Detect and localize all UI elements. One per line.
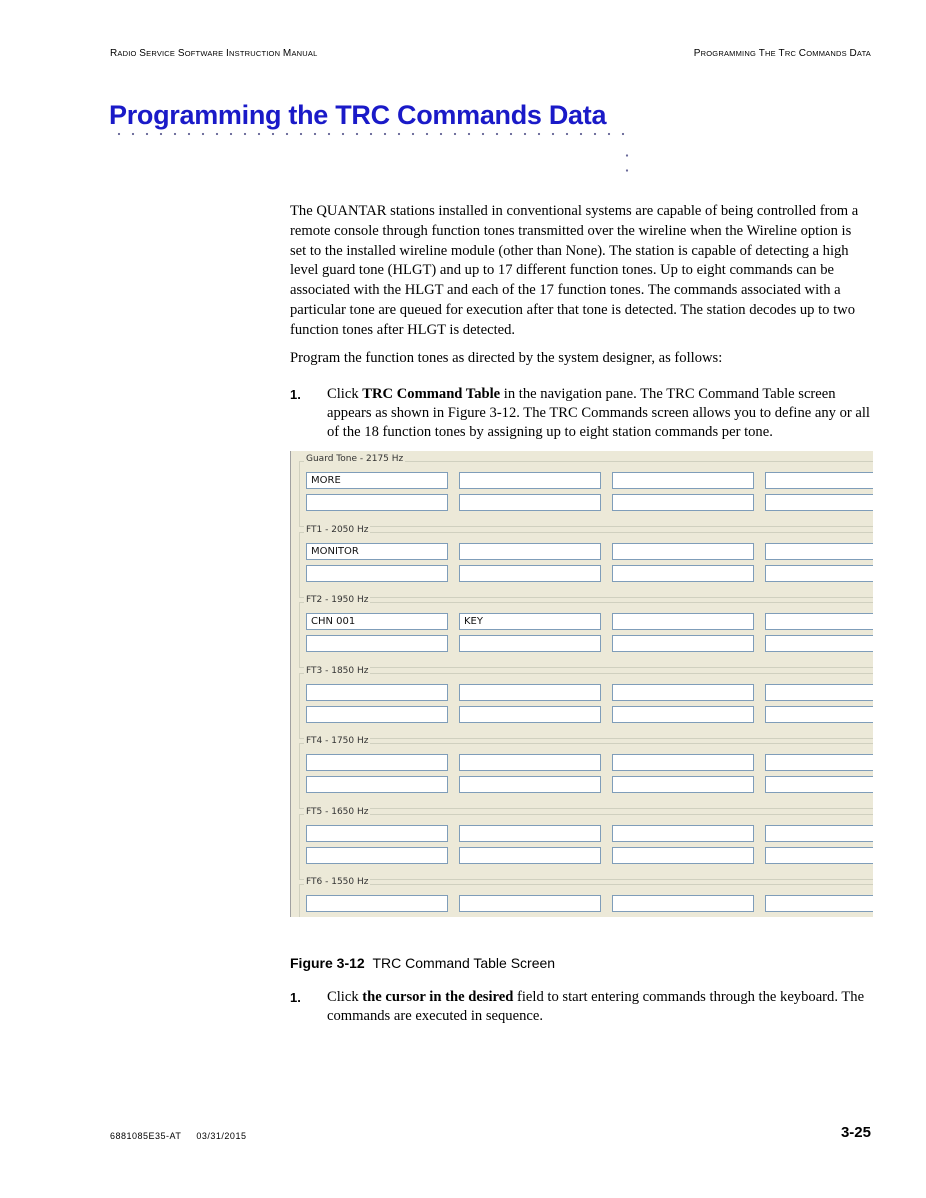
- command-field[interactable]: [765, 494, 873, 511]
- command-field[interactable]: [459, 635, 601, 652]
- title-dotted-rule-vertical: [625, 148, 629, 178]
- command-field[interactable]: [459, 895, 601, 912]
- tone-group-label: FT3 - 1850 Hz: [306, 665, 369, 676]
- command-field[interactable]: [306, 494, 448, 511]
- instruction-paragraph: Program the function tones as directed by the system designer, as follows:: [290, 350, 723, 366]
- page-title: Programming the TRC Commands Data: [109, 100, 607, 130]
- command-field[interactable]: [306, 706, 448, 723]
- command-field[interactable]: MORE: [306, 472, 448, 489]
- running-header-left: [110, 48, 317, 59]
- tone-group-label: FT1 - 2050 Hz: [306, 524, 369, 535]
- step-number: 1.: [290, 990, 301, 1005]
- command-field[interactable]: [765, 635, 873, 652]
- command-field[interactable]: [765, 472, 873, 489]
- command-field[interactable]: [765, 684, 873, 701]
- trc-command-table-screenshot: [290, 451, 873, 917]
- command-field[interactable]: [765, 895, 873, 912]
- step-number: 1.: [290, 387, 301, 402]
- figure-caption: [290, 955, 555, 971]
- command-field[interactable]: [765, 543, 873, 560]
- header-left-text: RADIO SERVICE SOFTWARE INSTRUCTION MANUAL: [110, 48, 318, 59]
- command-field[interactable]: [612, 847, 754, 864]
- command-field[interactable]: [306, 895, 448, 912]
- command-field[interactable]: [612, 472, 754, 489]
- command-field[interactable]: [765, 565, 873, 582]
- command-field[interactable]: [612, 895, 754, 912]
- tone-group-label: FT2 - 1950 Hz: [306, 595, 369, 605]
- command-field[interactable]: [612, 543, 754, 560]
- title-dotted-rule: [112, 132, 632, 136]
- command-field[interactable]: [765, 847, 873, 864]
- command-field[interactable]: MONITOR: [306, 543, 448, 560]
- command-field[interactable]: [459, 684, 601, 701]
- footer-doc-info: 6881085E35-AT 03/31/2015: [110, 1131, 247, 1141]
- step-1: [290, 385, 870, 442]
- step-text: Click the cursor in the desired field to start entering commands through the keyboard. The commands are executed in sequence.: [327, 989, 865, 1024]
- command-field[interactable]: [765, 825, 873, 842]
- running-header-right: [694, 48, 871, 59]
- figure-number: Figure 3-12: [290, 955, 365, 971]
- command-field[interactable]: [612, 565, 754, 582]
- command-field[interactable]: [765, 706, 873, 723]
- intro-paragraph: The QUANTAR stations installed in conventional systems are capable of being controlled from a remote console through function tones transmitted over the wireline when the Wireline option is set to the installed wireline module (other than None). The station is capable of detecting a high level guard tone (HLGT) and up to 17 different function tones. Up to eight commands can be associated with the HLGT and each of the 17 function tones. The commands associated with a particular tone are queued for execution after that tone is detected. The station decodes up to two function tones after HLGT is detected.: [290, 203, 859, 338]
- command-field[interactable]: KEY: [459, 613, 601, 630]
- command-field[interactable]: [306, 684, 448, 701]
- command-field[interactable]: [306, 825, 448, 842]
- command-field[interactable]: [459, 543, 601, 560]
- command-field[interactable]: [765, 754, 873, 771]
- command-field[interactable]: [765, 613, 873, 630]
- command-field[interactable]: [306, 776, 448, 793]
- command-field[interactable]: [459, 706, 601, 723]
- tone-group-label: FT4 - 1750 Hz: [306, 736, 369, 746]
- command-field[interactable]: CHN 001: [306, 613, 448, 630]
- step-text: Click TRC Command Table in the navigation pane. The TRC Command Table screen appears as shown in Figure 3-12. The TRC Commands screen allows you to define any or all of the 18 function tones by assigning up to eight station commands per tone.: [327, 386, 870, 440]
- step-2: [290, 988, 870, 1026]
- step-emphasis: the cursor in the desired: [362, 989, 514, 1005]
- figure-title: TRC Command Table Screen: [372, 955, 556, 971]
- tone-group-label: Guard Tone - 2175 Hz: [306, 454, 404, 464]
- command-field[interactable]: [459, 565, 601, 582]
- command-field[interactable]: [459, 825, 601, 842]
- command-field[interactable]: [459, 494, 601, 511]
- command-field[interactable]: [306, 635, 448, 652]
- command-field[interactable]: [612, 494, 754, 511]
- step-emphasis: TRC Command Table: [362, 386, 501, 402]
- command-field[interactable]: [459, 472, 601, 489]
- command-field[interactable]: [306, 754, 448, 771]
- command-field[interactable]: [612, 613, 754, 630]
- command-field[interactable]: [459, 754, 601, 771]
- command-field[interactable]: [765, 776, 873, 793]
- tone-group-label: FT6 - 1550 Hz: [306, 877, 369, 887]
- command-field[interactable]: [612, 635, 754, 652]
- command-field[interactable]: [612, 776, 754, 793]
- command-field[interactable]: [459, 776, 601, 793]
- command-field[interactable]: [306, 847, 448, 864]
- command-field[interactable]: [612, 684, 754, 701]
- command-field[interactable]: [612, 825, 754, 842]
- command-field[interactable]: [612, 754, 754, 771]
- header-right-text: PROGRAMMING THE TRC COMMANDS DATA: [693, 48, 871, 59]
- page-number: 3-25: [840, 1124, 871, 1141]
- command-field[interactable]: [306, 565, 448, 582]
- command-field[interactable]: [612, 706, 754, 723]
- tone-group-label: FT5 - 1650 Hz: [306, 806, 369, 817]
- command-field[interactable]: [459, 847, 601, 864]
